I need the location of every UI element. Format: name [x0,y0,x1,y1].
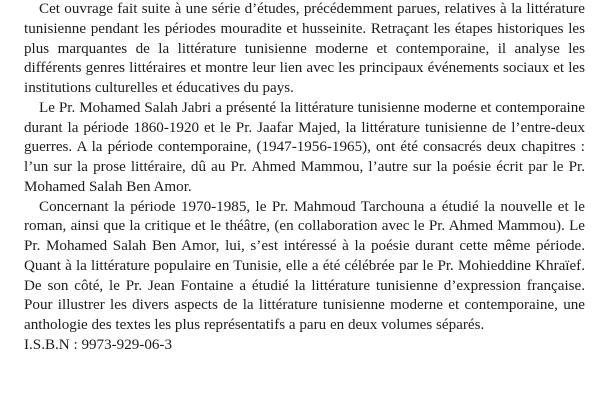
paragraph-authors-periods: Le Pr. Mohamed Salah Jabri a présenté la littérature tunisienne moderne et contemporaine durant la période 1860-1920 et le Pr. Jaafar Majed, la littérature tunisienne de l’entre-deux guerres. A la période contemporaine, (1947-1956-1965), ont été consacrés deux chapitres : l’un sur la prose littéraire, dû au Pr. Ahmed Mammou, l’autre sur la poésie écrit par le Pr. Mohamed Salah Ben Amor. [24,99,585,195]
paragraph-intro: Cet ouvrage fait suite à une série d’études, précédemment parues, relatives à la littérature tunisienne pendant les périodes mouradite et husseinite. Retraçant les étapes historiques les plus marquantes de la littérature tunisienne moderne et contemporaine, il analyse les différents genres littéraires et montre leur lien avec les principaux événements sociaux et les institutions culturelles et éducatives du pays. [24,1,585,96]
paragraph-1970-1985: Concernant la période 1970-1985, le Pr. Mahmoud Tarchouna a étudié la nouvelle et le roman, ainsi que la critique et le théâtre, (en collaboration avec le Pr. Ahmed Mammou). Le Pr. Mohamed Salah Ben Amor, lui, s’est intéressé à la poésie durant cette même période. Quant à la littérature populaire en Tunisie, elle a été célébrée par le Pr. Mohieddine Khraïef. De son côté, le Pr. Jean Fontaine a étudié la littérature tunisienne d’expression française. Pour illustrer les divers aspects de la littérature tunisienne moderne et contemporaine, une anthologie des textes les plus représentatifs a paru en deux volumes séparés. [24,198,585,333]
document-body [24,0,585,356]
isbn-line: I.S.B.N : 9973-929-06-3 [24,336,172,353]
